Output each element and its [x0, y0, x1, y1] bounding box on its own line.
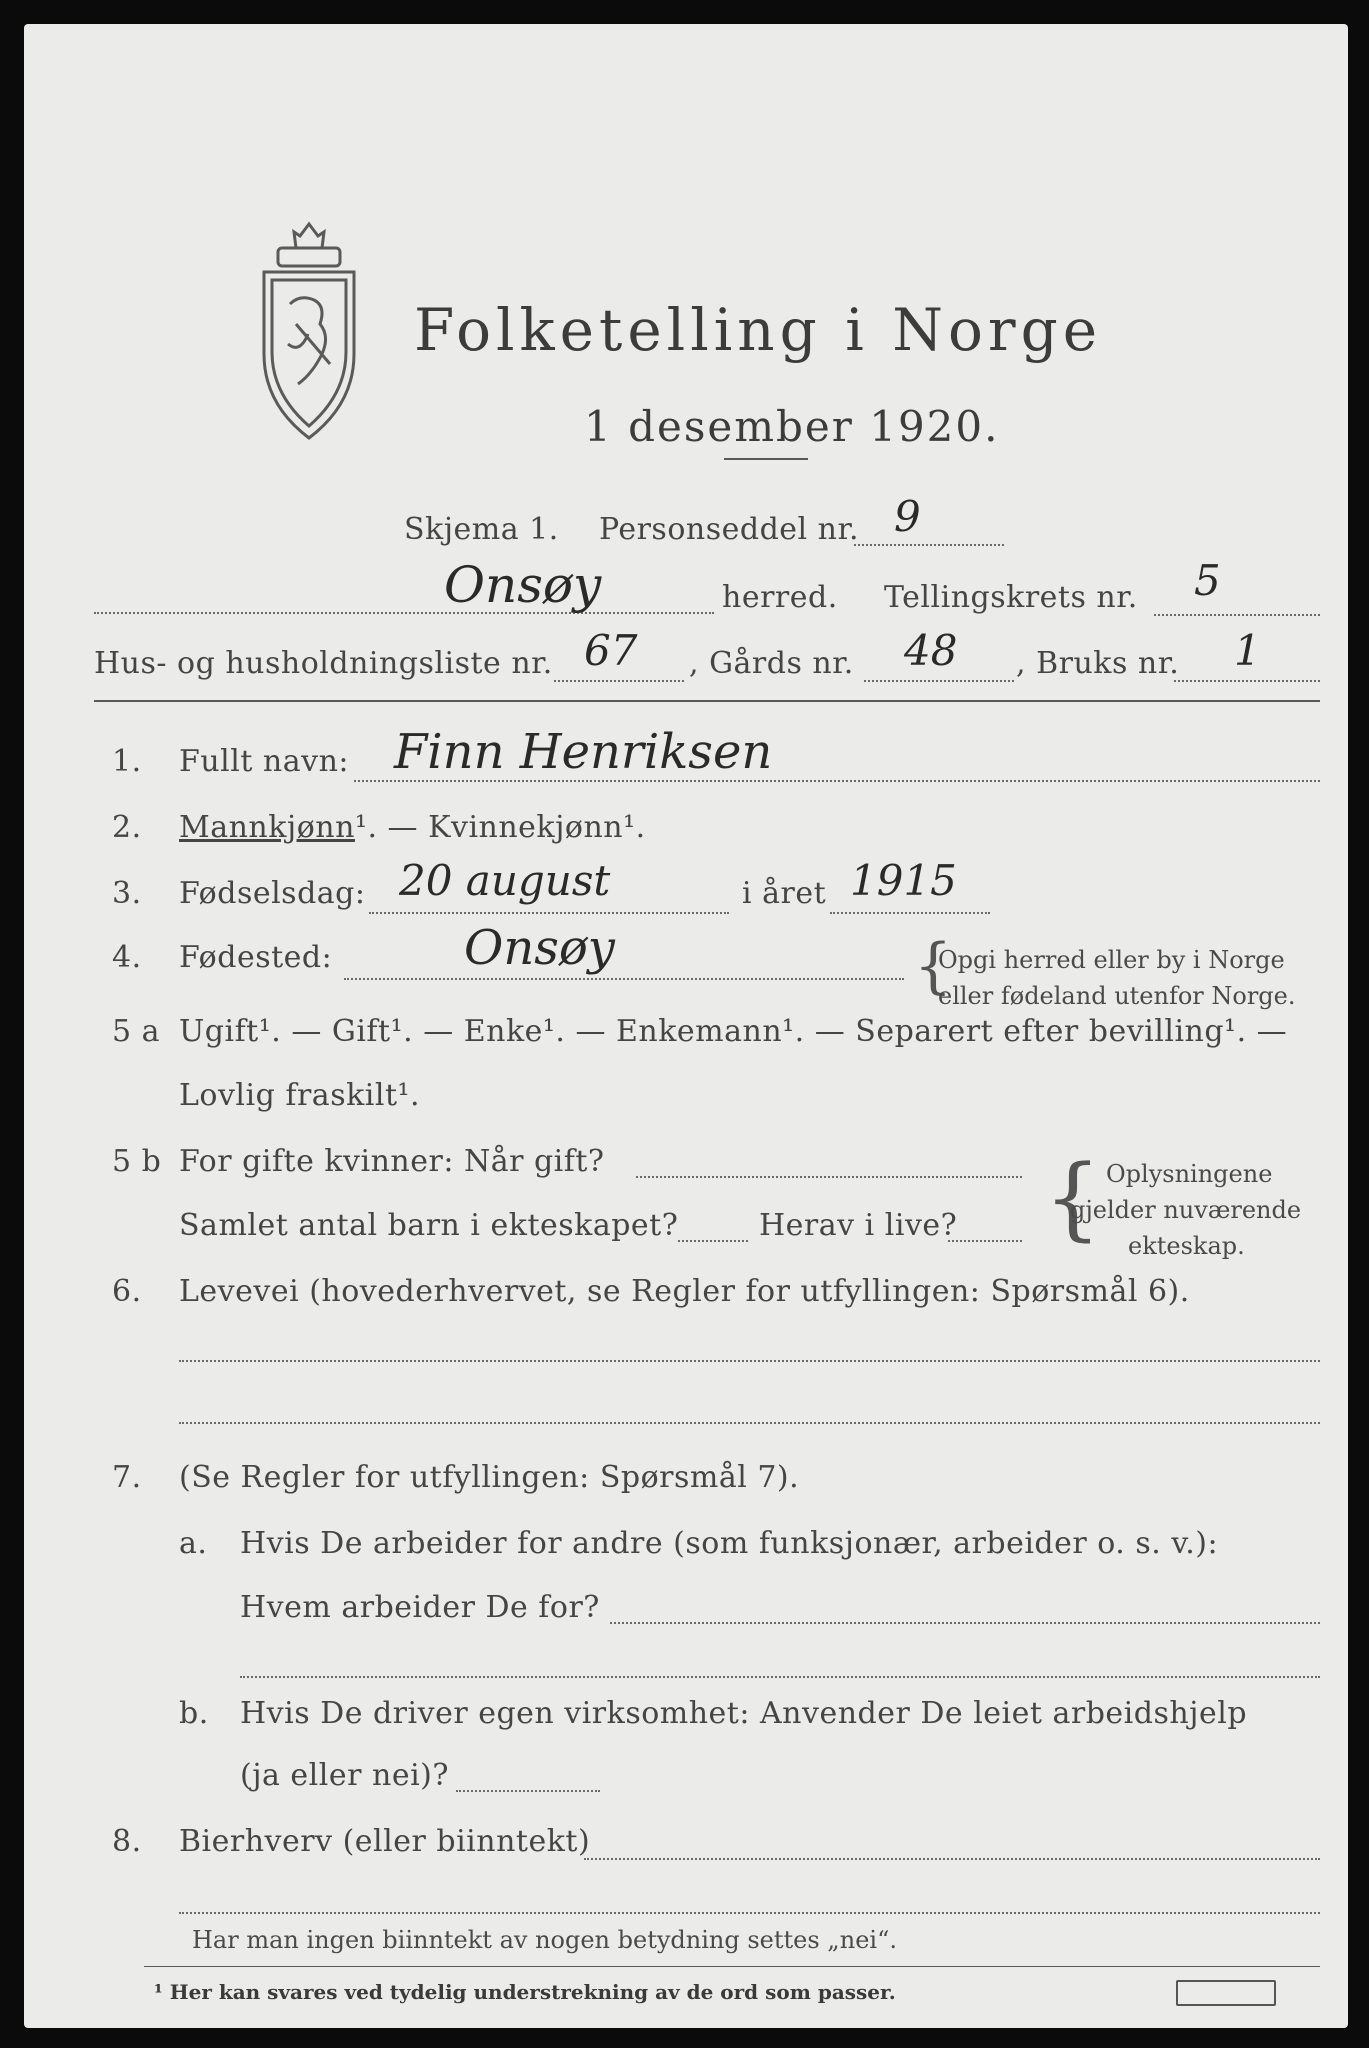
q7a-line2: Hvem arbeider De for?: [240, 1590, 600, 1625]
tellingskrets-value: 5: [1194, 556, 1221, 605]
q1-number: 1.: [112, 744, 142, 779]
q2-separator: ¹. —: [354, 810, 429, 845]
q7a-line-2: [240, 1676, 1320, 1678]
q4-value: Onsøy: [464, 920, 615, 976]
q5a-line2: Lovlig fraskilt¹.: [179, 1078, 421, 1113]
q6-line-1: [179, 1360, 1320, 1362]
q5b-note-3: ekteskap.: [1128, 1232, 1245, 1260]
gards-line: [864, 680, 1014, 682]
herred-label: herred.: [722, 580, 838, 615]
q7a-line-1: [610, 1622, 1320, 1624]
q5a-number: 5 a: [112, 1014, 161, 1049]
q7b-letter: b.: [179, 1696, 209, 1731]
q5a-line1: Ugift¹. — Gift¹. — Enke¹. — Enkemann¹. — Separert efter bevilling¹. —: [179, 1014, 1288, 1049]
q5b-line2b: Herav i live?: [759, 1208, 958, 1243]
q1-value: Finn Henriksen: [394, 724, 773, 780]
printer-stamp: [1176, 1980, 1276, 2006]
q5b-brace: {: [1044, 1146, 1102, 1251]
q2-number: 2.: [112, 810, 142, 845]
q7a-line1: Hvis De arbeider for andre (som funksjonær, arbeider o. s. v.):: [240, 1526, 1219, 1561]
q2-female: Kvinnekjønn¹.: [428, 810, 646, 845]
q7-number: 7.: [112, 1460, 142, 1495]
footnote: ¹ Her kan svares ved tydelig understrekning av de ord som passer.: [154, 1980, 896, 2004]
husliste-label: Hus- og husholdningsliste nr.: [94, 646, 553, 681]
q4-line: [344, 978, 904, 980]
q3-label: Fødselsdag:: [179, 876, 366, 911]
form-date: 1 desember 1920.: [584, 402, 1000, 451]
q6-label: Levevei (hovederhvervet, se Regler for utfyllingen: Spørsmål 6).: [179, 1274, 1190, 1309]
herred-value: Onsøy: [444, 556, 602, 614]
herred-line: [94, 612, 714, 614]
gards-value: 48: [904, 626, 958, 675]
q4-number: 4.: [112, 940, 142, 975]
husliste-line: [554, 680, 684, 682]
q8-number: 8.: [112, 1824, 142, 1859]
q8-line-2: [179, 1912, 1320, 1914]
q6-line-2: [179, 1422, 1320, 1424]
q3-year-value: 1915: [850, 856, 957, 905]
q2-male: Mannkjønn: [179, 810, 355, 845]
q1-label: Fullt navn:: [179, 744, 350, 779]
personseddel-line: [854, 544, 1004, 546]
husliste-value: 67: [584, 626, 638, 675]
q7a-letter: a.: [179, 1526, 208, 1561]
q7b-line2: (ja eller nei)?: [240, 1758, 449, 1793]
census-form: [24, 24, 1348, 2028]
q7b-line1: Hvis De driver egen virksomhet: Anvender De leiet arbeidshjelp: [240, 1696, 1248, 1731]
form-title: Folketelling i Norge: [414, 296, 1103, 364]
title-divider: [724, 458, 808, 460]
q3-value: 20 august: [399, 856, 611, 905]
q3-year-line: [830, 912, 990, 914]
coat-of-arms-icon: [250, 214, 368, 444]
q1-line: [354, 780, 1320, 782]
q6-number: 6.: [112, 1274, 142, 1309]
footer-divider: [144, 1966, 1320, 1967]
q8-line-1: [584, 1858, 1320, 1860]
footer-note: Har man ingen biinntekt av nogen betydning settes „nei“.: [192, 1926, 897, 1954]
q4-label: Fødested:: [179, 940, 333, 975]
q3-number: 3.: [112, 876, 142, 911]
q4-note-1: Opgi herred eller by i Norge: [938, 946, 1285, 974]
bruks-value: 1: [1234, 626, 1261, 675]
q5b-alive-line: [948, 1240, 1022, 1242]
q3-line: [369, 912, 729, 914]
tellingskrets-line: [1154, 614, 1320, 616]
personseddel-label: Personseddel nr.: [599, 512, 860, 547]
q3-year-label: i året: [742, 876, 827, 911]
tellingskrets-label: Tellingskrets nr.: [884, 580, 1138, 615]
q7-label: (Se Regler for utfyllingen: Spørsmål 7).: [179, 1460, 800, 1495]
q5b-line2a: Samlet antal barn i ekteskapet?: [179, 1208, 679, 1243]
q5b-note-1: Oplysningene: [1106, 1160, 1273, 1188]
personseddel-value: 9: [894, 492, 921, 541]
q5b-note-2: gjelder nuværende: [1070, 1196, 1302, 1224]
bruks-label: , Bruks nr.: [1016, 646, 1180, 681]
q2-options: [179, 810, 646, 845]
bruks-line: [1174, 680, 1320, 682]
q8-label: Bierhverv (eller biinntekt): [179, 1824, 591, 1859]
q5b-children-line: [678, 1240, 748, 1242]
q5b-line1: For gifte kvinner: Når gift?: [179, 1144, 605, 1179]
gards-label: , Gårds nr.: [689, 646, 854, 681]
header-divider: [94, 700, 1320, 702]
q7b-answer-line: [456, 1790, 600, 1792]
q5b-number: 5 b: [112, 1144, 162, 1179]
q5b-married-line: [636, 1176, 1022, 1178]
q4-note-2: eller fødeland utenfor Norge.: [938, 982, 1296, 1010]
q4-brace: {: [914, 931, 953, 1001]
schema-label: Skjema 1.: [404, 512, 559, 547]
